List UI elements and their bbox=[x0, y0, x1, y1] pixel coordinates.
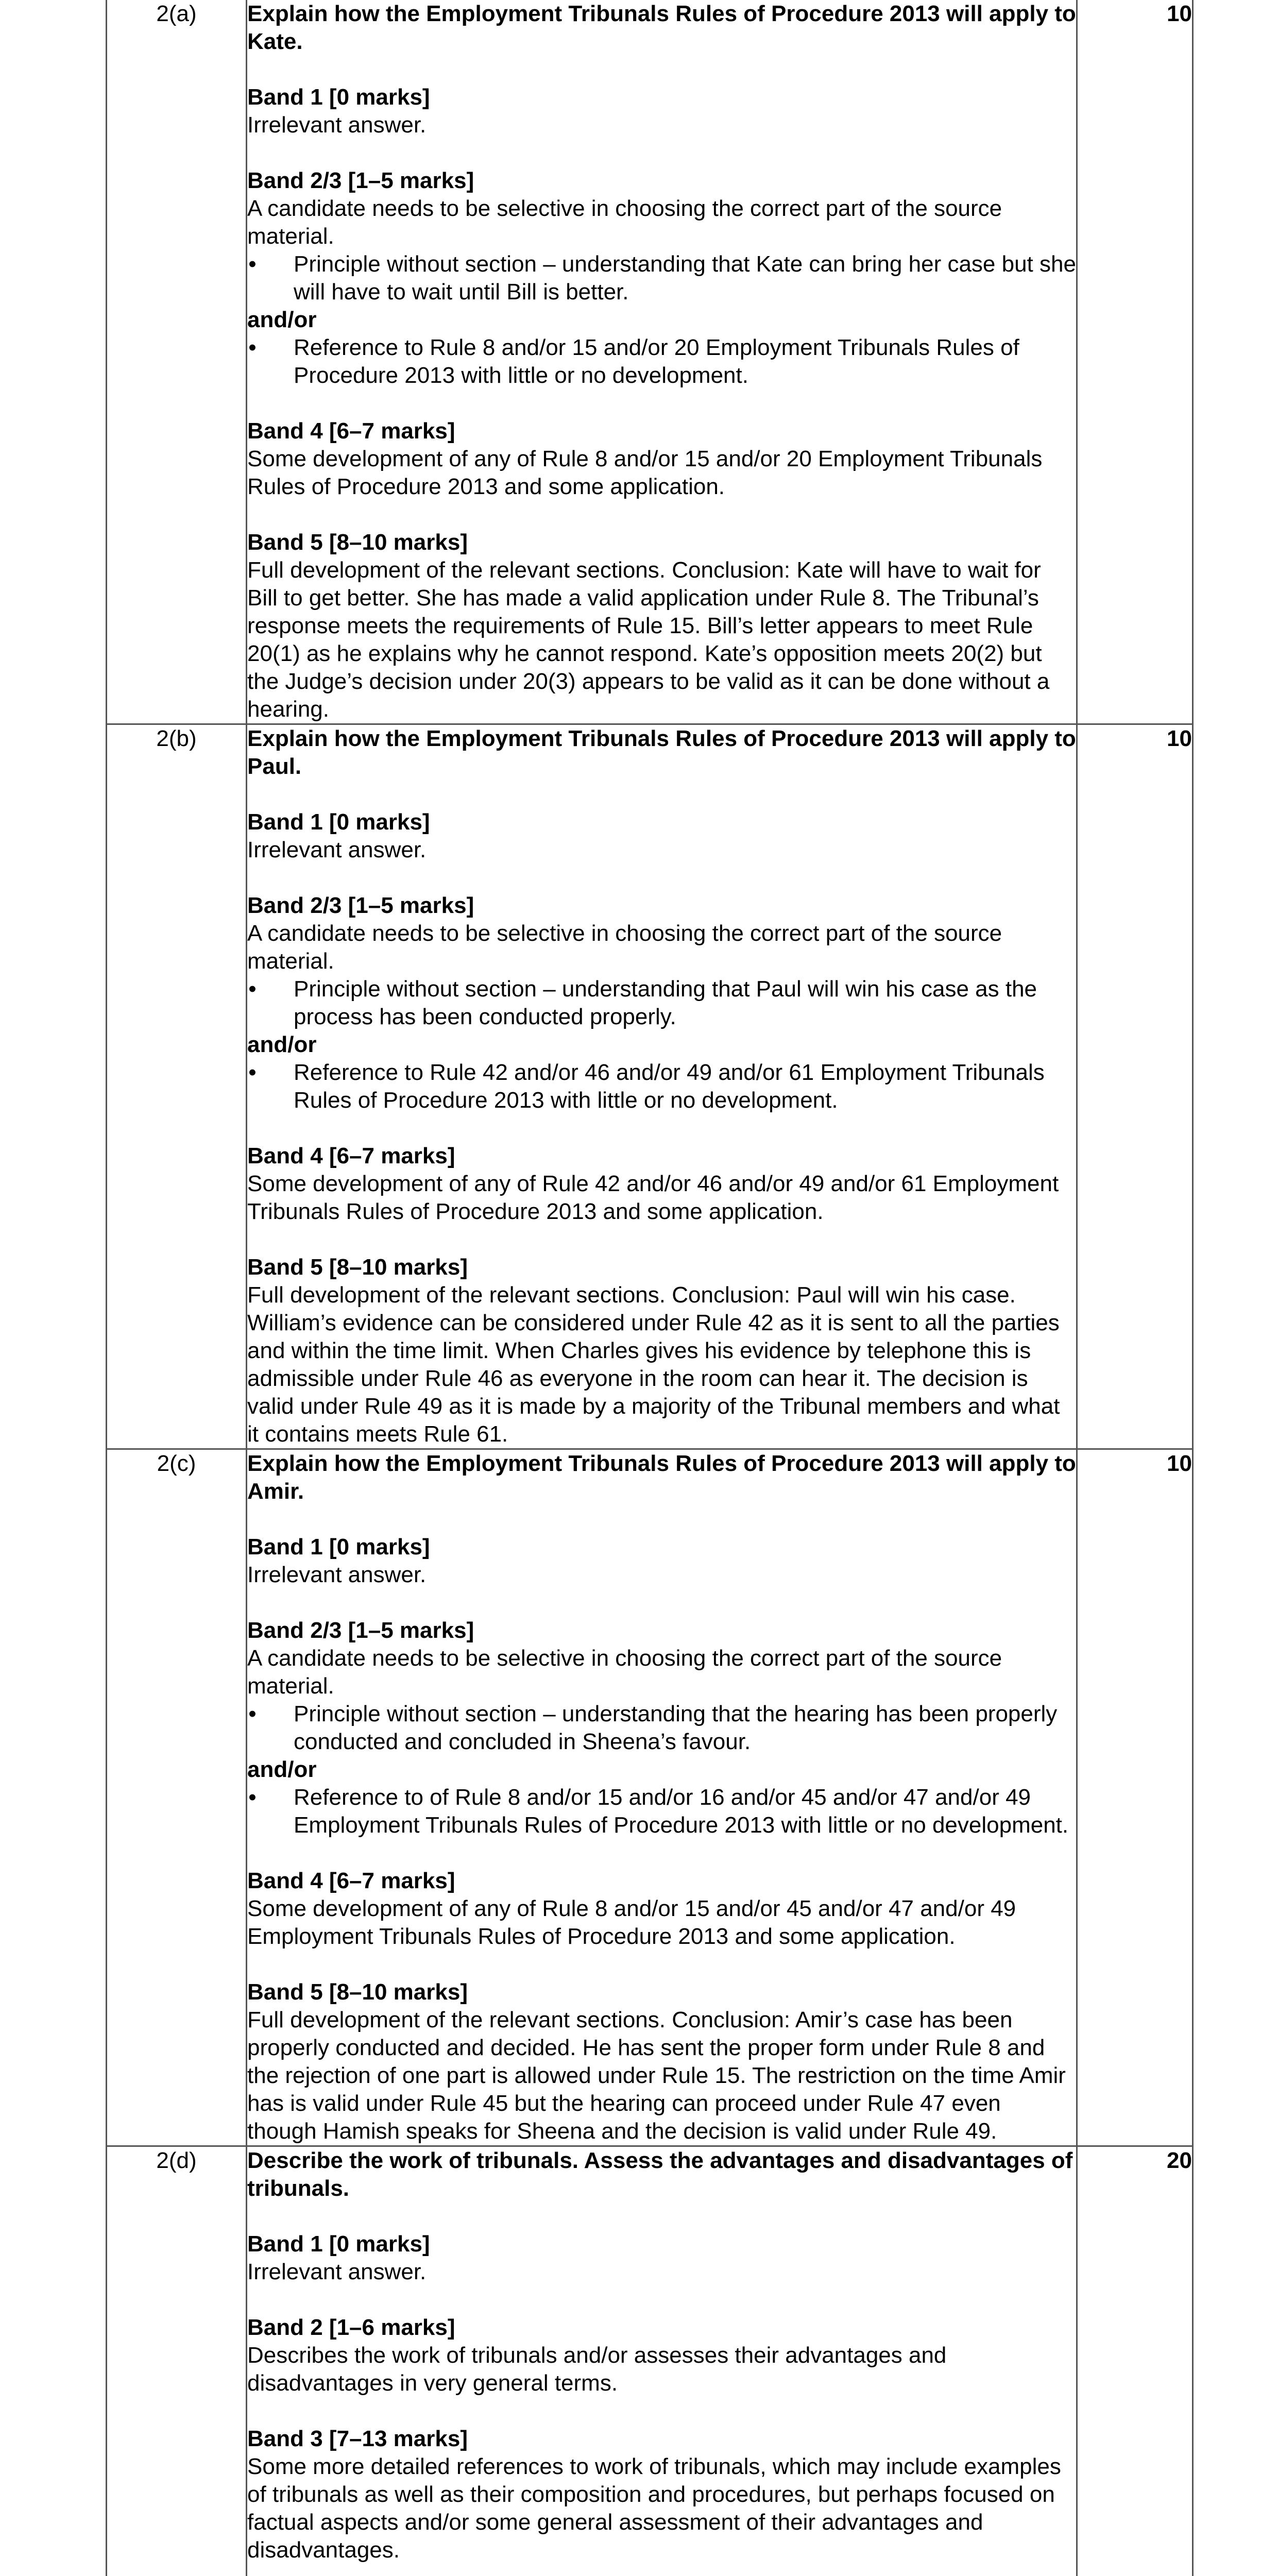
question-row-2a bbox=[107, 0, 1193, 724]
bullet-text: Reference to of Rule 8 and/or 15 and/or 16 and/or 45 and/or 47 and/or 49 Employment Tribunals Rules of Procedure 2013 with little or no development. bbox=[294, 1785, 1069, 1838]
bullet-icon: • bbox=[248, 251, 257, 277]
band-descriptor: Describes the work of tribunals and/or assesses their advantages and disadvantages in very general terms. bbox=[247, 2343, 947, 2396]
band-title: Band 1 [0 marks] bbox=[247, 84, 430, 110]
band-2-3 bbox=[247, 892, 1076, 1114]
band-descriptor: Some development of any of Rule 42 and/or 46 and/or 49 and/or 61 Employment Tribunals Rules of Procedure 2013 and some application. bbox=[247, 1171, 1059, 1224]
bullet-item bbox=[247, 334, 1076, 389]
band-descriptor: Irrelevant answer. bbox=[247, 2259, 427, 2284]
band-title: Band 2/3 [1–5 marks] bbox=[247, 1618, 474, 1643]
band-2 bbox=[247, 2314, 1076, 2397]
question-prompt: Explain how the Employment Tribunals Rules of Procedure 2013 will apply to Paul. bbox=[247, 726, 1076, 779]
bullet-item bbox=[247, 1059, 1076, 1114]
bullet-text: Principle without section – understanding that the hearing has been properly conducted and concluded in Sheena’s favour. bbox=[294, 1701, 1058, 1754]
band-descriptor: A candidate needs to be selective in choosing the correct part of the source material. bbox=[247, 1646, 1002, 1699]
band-descriptor: Irrelevant answer. bbox=[247, 837, 427, 862]
bullet-item bbox=[247, 975, 1076, 1031]
question-marks: 10 bbox=[1077, 724, 1193, 1449]
band-1 bbox=[247, 2230, 1076, 2286]
band-5 bbox=[247, 529, 1076, 723]
band-title: Band 2/3 [1–5 marks] bbox=[247, 893, 474, 918]
mark-scheme-table bbox=[106, 0, 1194, 2576]
band-descriptor: Some development of any of Rule 8 and/or 15 and/or 20 Employment Tribunals Rules of Procedure 2013 and some application. bbox=[247, 446, 1043, 499]
band-3 bbox=[247, 2425, 1076, 2564]
question-body bbox=[247, 724, 1077, 1449]
bullet-text: Reference to Rule 42 and/or 46 and/or 49 and/or 61 Employment Tribunals Rules of Procedure 2013 with little or no development. bbox=[294, 1060, 1045, 1113]
question-row-2d bbox=[107, 2146, 1193, 2576]
band-descriptor: Irrelevant answer. bbox=[247, 1562, 427, 1587]
band-title: Band 4 [6–7 marks] bbox=[247, 1143, 455, 1168]
band-descriptor: A candidate needs to be selective in choosing the correct part of the source material. bbox=[247, 921, 1002, 974]
question-marks: 20 bbox=[1077, 2146, 1193, 2576]
band-descriptor: A candidate needs to be selective in choosing the correct part of the source material. bbox=[247, 196, 1002, 249]
bullet-icon: • bbox=[248, 1060, 257, 1085]
bullet-icon: • bbox=[248, 1701, 257, 1726]
band-descriptor: Full development of the relevant sections. Conclusion: Amir’s case has been properly conducted and decided. He has sent the proper form under Rule 8 and the rejection of one part is allowed under Rule 15. The restriction on the time Amir has is valid under Rule 45 but the hearing can proceed under Rule 47 even though Hamish speaks for Sheena and the decision is valid under Rule 49. bbox=[247, 2007, 1066, 2144]
band-title: Band 2/3 [1–5 marks] bbox=[247, 168, 474, 193]
band-title: Band 5 [8–10 marks] bbox=[247, 1979, 468, 2005]
and-or-connector: and/or bbox=[247, 1032, 317, 1057]
band-1 bbox=[247, 1533, 1076, 1589]
band-2-3 bbox=[247, 1617, 1076, 1839]
band-title: Band 2 [1–6 marks] bbox=[247, 2315, 455, 2340]
and-or-connector: and/or bbox=[247, 307, 317, 332]
bullet-icon: • bbox=[248, 976, 257, 1002]
bullet-text: Principle without section – understanding that Kate can bring her case but she will have to wait until Bill is better. bbox=[294, 251, 1076, 304]
question-row-2b bbox=[107, 724, 1193, 1449]
question-number: 2(c) bbox=[107, 1449, 247, 2146]
band-5 bbox=[247, 1978, 1076, 2145]
band-title: Band 4 [6–7 marks] bbox=[247, 418, 455, 444]
question-marks: 10 bbox=[1077, 1449, 1193, 2146]
bullet-icon: • bbox=[248, 335, 257, 360]
bullet-item bbox=[247, 1784, 1076, 1839]
band-descriptor: Full development of the relevant sections. Conclusion: Paul will win his case. William’s evidence can be considered under Rule 42 as it is sent to all the parties and within the time limit. When Charles gives his evidence by telephone this is admissible under Rule 46 as everyone in the room can hear it. The decision is valid under Rule 49 as it is made by a majority of the Tribunal members and what it contains meets Rule 61. bbox=[247, 1282, 1060, 1447]
question-number: 2(a) bbox=[107, 0, 247, 724]
band-title: Band 5 [8–10 marks] bbox=[247, 1255, 468, 1280]
band-5 bbox=[247, 1253, 1076, 1448]
and-or-connector: and/or bbox=[247, 1757, 317, 1782]
band-2-3 bbox=[247, 167, 1076, 389]
band-4 bbox=[247, 417, 1076, 501]
bullet-text: Principle without section – understanding that Paul will win his case as the process has been conducted properly. bbox=[294, 976, 1037, 1029]
bullet-icon: • bbox=[248, 1785, 257, 1810]
bullet-item bbox=[247, 1700, 1076, 1756]
question-body bbox=[247, 2146, 1077, 2576]
question-prompt: Explain how the Employment Tribunals Rules of Procedure 2013 will apply to Kate. bbox=[247, 1, 1076, 54]
band-title: Band 4 [6–7 marks] bbox=[247, 1868, 455, 1893]
band-descriptor: Irrelevant answer. bbox=[247, 112, 427, 138]
band-1 bbox=[247, 808, 1076, 864]
band-4 bbox=[247, 1142, 1076, 1226]
band-descriptor: Some development of any of Rule 8 and/or 15 and/or 45 and/or 47 and/or 49 Employment Tribunals Rules of Procedure 2013 and some application. bbox=[247, 1896, 1016, 1949]
band-title: Band 1 [0 marks] bbox=[247, 2231, 430, 2257]
question-number: 2(d) bbox=[107, 2146, 247, 2576]
question-body bbox=[247, 1449, 1077, 2146]
band-descriptor: Some more detailed references to work of tribunals, which may include examples of tribunals as well as their composition and procedures, but perhaps focused on factual aspects and/or some general assessment of their advantages and disadvantages. bbox=[247, 2454, 1061, 2563]
bullet-item bbox=[247, 250, 1076, 306]
question-marks: 10 bbox=[1077, 0, 1193, 724]
question-prompt: Describe the work of tribunals. Assess the advantages and disadvantages of tribunals. bbox=[247, 2148, 1073, 2201]
bullet-text: Reference to Rule 8 and/or 15 and/or 20 Employment Tribunals Rules of Procedure 2013 with little or no development. bbox=[294, 335, 1019, 388]
question-row-2c bbox=[107, 1449, 1193, 2146]
band-title: Band 5 [8–10 marks] bbox=[247, 530, 468, 555]
band-title: Band 1 [0 marks] bbox=[247, 1534, 430, 1560]
band-descriptor: Full development of the relevant sections. Conclusion: Kate will have to wait for Bill to get better. She has made a valid application under Rule 8. The Tribunal’s response meets the requirements of Rule 15. Bill’s letter appears to meet Rule 20(1) as he explains why he cannot respond. Kate’s opposition meets 20(2) but the Judge’s decision under 20(3) appears to be valid as it can be done without a hearing. bbox=[247, 557, 1050, 722]
band-4 bbox=[247, 1867, 1076, 1951]
question-body bbox=[247, 0, 1077, 724]
band-title: Band 3 [7–13 marks] bbox=[247, 2426, 468, 2451]
band-1 bbox=[247, 83, 1076, 139]
band-title: Band 1 [0 marks] bbox=[247, 809, 430, 835]
question-prompt: Explain how the Employment Tribunals Rules of Procedure 2013 will apply to Amir. bbox=[247, 1451, 1076, 1504]
question-number: 2(b) bbox=[107, 724, 247, 1449]
